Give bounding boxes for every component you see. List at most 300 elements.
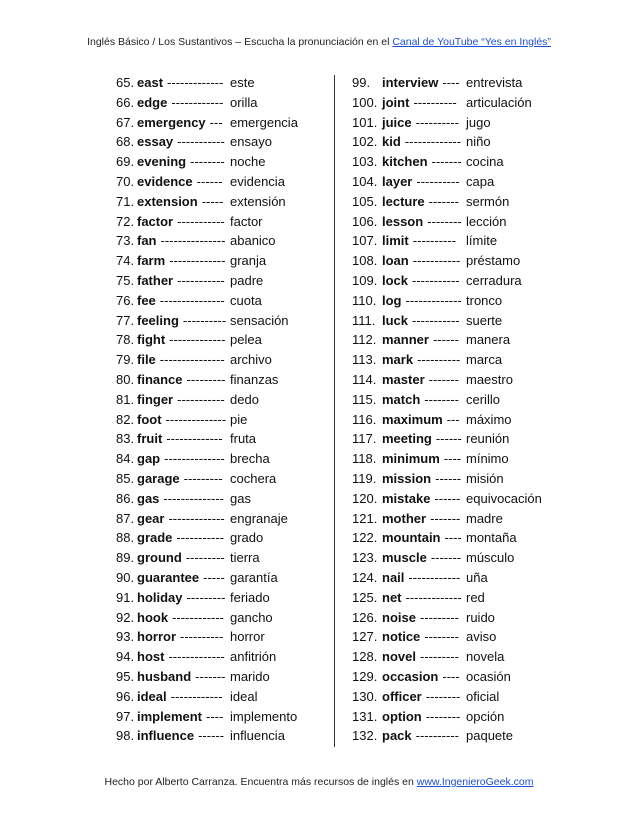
entry-number: 66. <box>116 94 135 110</box>
dash-leader: ---- <box>443 451 462 467</box>
entry-number: 74. <box>116 253 135 269</box>
entry-number: 73. <box>116 233 135 249</box>
spanish-translation: niño <box>466 134 491 150</box>
english-word-text: guarantee <box>137 569 200 585</box>
entry-number: 79. <box>116 352 135 368</box>
spanish-translation: equivocación <box>466 490 542 506</box>
spanish-translation: horror <box>230 629 265 645</box>
entry-number: 92. <box>116 609 135 625</box>
spanish-translation: montaña <box>466 530 517 546</box>
english-word <box>382 93 457 113</box>
dash-leader: ------ <box>434 490 461 506</box>
english-word-text: match <box>382 391 421 407</box>
english-word <box>382 667 460 687</box>
english-word-text: horror <box>137 629 176 645</box>
spanish-translation: ideal <box>230 688 258 704</box>
entry-number: 71. <box>116 193 135 209</box>
spanish-translation: anfitrión <box>230 649 277 665</box>
entry-number: 70. <box>116 173 135 189</box>
entry-number: 116. <box>352 411 377 427</box>
spanish-translation: noche <box>230 154 266 170</box>
dash-leader: --------------- <box>159 292 225 308</box>
dash-leader: ------- <box>428 193 459 209</box>
dash-leader: ------------- <box>405 292 462 308</box>
english-word-text: husband <box>137 668 192 684</box>
english-word-text: nail <box>382 569 405 585</box>
english-word <box>382 172 460 192</box>
entry-number: 87. <box>116 510 135 526</box>
english-word-text: noise <box>382 609 416 625</box>
english-word-text: evidence <box>137 173 193 189</box>
english-word <box>382 192 459 212</box>
dash-leader: -------------- <box>164 451 225 467</box>
english-word-text: essay <box>137 134 174 150</box>
entry-number: 88. <box>116 530 135 546</box>
entry-number: 86. <box>116 490 135 506</box>
dash-leader: ----- <box>203 569 225 585</box>
spanish-translation: granja <box>230 253 267 269</box>
entry-number: 105. <box>352 193 378 209</box>
dash-leader: ------ <box>196 173 223 189</box>
entry-number: 94. <box>116 649 135 665</box>
english-word-text: lesson <box>382 213 424 229</box>
dash-leader: ----------- <box>412 312 460 328</box>
spanish-translation: ocasión <box>466 668 511 684</box>
english-word <box>137 489 224 509</box>
spanish-translation: sermón <box>466 193 510 209</box>
spanish-translation: opción <box>466 708 505 724</box>
dash-leader: ---------- <box>416 173 460 189</box>
dash-leader: --------- <box>183 470 223 486</box>
entry-number: 90. <box>116 569 135 585</box>
spanish-translation: maestro <box>466 371 513 387</box>
spanish-translation: novela <box>466 649 505 665</box>
english-word-text: farm <box>137 253 166 269</box>
dash-leader: --------- <box>186 589 226 605</box>
spanish-translation: emergencia <box>230 114 298 130</box>
english-word-text: fan <box>137 233 157 249</box>
spanish-translation: mínimo <box>466 451 509 467</box>
english-word <box>382 627 459 647</box>
dash-leader: ----------- <box>177 272 225 288</box>
english-word-text: edge <box>137 94 168 110</box>
english-word <box>382 647 459 667</box>
english-word <box>137 627 223 647</box>
english-word <box>382 311 460 331</box>
entry-number: 129. <box>352 668 378 684</box>
spanish-translation: uña <box>466 569 488 585</box>
dash-leader: ------------- <box>169 332 226 348</box>
dash-leader: ---- <box>206 708 224 724</box>
entry-number: 118. <box>352 451 377 467</box>
english-word <box>382 489 460 509</box>
entry-number: 122. <box>352 530 378 546</box>
english-word-text: master <box>382 371 425 387</box>
english-word <box>137 73 223 93</box>
english-word-text: east <box>137 75 164 90</box>
entry-number: 81. <box>116 391 135 407</box>
entry-number: 125. <box>352 589 378 605</box>
english-word <box>382 370 459 390</box>
entry-number: 103. <box>352 154 378 170</box>
dash-leader: ------------- <box>166 431 223 447</box>
spanish-translation: tierra <box>230 550 260 566</box>
entry-number: 111. <box>352 312 376 328</box>
spanish-translation: sensación <box>230 312 289 328</box>
english-word <box>382 509 460 529</box>
english-word <box>137 152 225 172</box>
english-word-text: fight <box>137 332 166 348</box>
english-word-text: kitchen <box>382 154 428 170</box>
english-word-text: extension <box>137 193 198 209</box>
english-word <box>137 568 225 588</box>
entry-number: 108. <box>352 253 378 269</box>
english-word <box>382 726 459 746</box>
dash-leader: ------- <box>430 550 462 566</box>
english-word-text: lock <box>382 272 409 288</box>
english-word-text: holiday <box>137 589 183 605</box>
dash-leader: -------- <box>424 391 459 407</box>
dash-leader: ------ <box>435 470 462 486</box>
footer-text: Hecho por Alberto Carranza. Encuentra más recursos de inglés en <box>104 776 417 788</box>
dash-leader: --------- <box>185 550 225 566</box>
english-word <box>137 113 223 133</box>
english-word <box>137 212 225 232</box>
dash-leader: ----- <box>201 193 224 209</box>
dash-leader: ------ <box>435 431 462 447</box>
entry-number: 110. <box>352 292 377 308</box>
spanish-translation: oficial <box>466 688 500 704</box>
entry-number: 97. <box>116 708 135 724</box>
dash-leader: --------- <box>186 371 226 387</box>
spanish-translation: suerte <box>466 312 503 328</box>
english-word-text: gap <box>137 451 161 467</box>
spanish-translation: abanico <box>230 233 276 249</box>
page-footer <box>0 776 638 788</box>
dash-leader: ------------- <box>405 589 462 605</box>
english-word <box>137 687 223 707</box>
entry-number: 112. <box>352 332 377 348</box>
english-word <box>382 588 462 608</box>
spanish-translation: músculo <box>466 550 515 566</box>
entry-number: 123. <box>352 550 378 566</box>
english-word <box>382 330 459 350</box>
english-word-text: finger <box>137 391 174 407</box>
entry-number: 120. <box>352 490 378 506</box>
spanish-translation: préstamo <box>466 253 521 269</box>
english-word-text: hook <box>137 609 169 625</box>
english-word-text: father <box>137 272 174 288</box>
entry-number: 68. <box>116 134 135 150</box>
dash-leader: ---- <box>442 668 460 684</box>
english-word <box>137 271 225 291</box>
english-word <box>137 707 223 727</box>
dash-leader: ----------- <box>177 134 225 150</box>
entry-number: 132. <box>352 728 378 744</box>
english-word <box>382 271 460 291</box>
english-word-text: gas <box>137 490 160 506</box>
english-word <box>382 410 460 430</box>
english-word <box>137 132 225 152</box>
english-word <box>137 528 224 548</box>
dash-leader: --------- <box>419 609 459 625</box>
english-word-text: factor <box>137 213 174 229</box>
english-word-text: interview <box>382 75 439 90</box>
english-word-text: mountain <box>382 530 441 546</box>
dash-leader: ---------- <box>182 312 227 328</box>
entry-number: 83. <box>116 431 135 447</box>
english-word-text: occasion <box>382 668 439 684</box>
spanish-translation: manera <box>466 332 511 348</box>
spanish-translation: feriado <box>230 589 270 605</box>
english-word <box>137 449 225 469</box>
english-word-text: notice <box>382 629 421 645</box>
english-word-text: joint <box>382 94 410 110</box>
entry-number: 98. <box>116 728 135 744</box>
english-word-text: lecture <box>382 193 425 209</box>
english-word <box>137 548 225 568</box>
english-word-text: foot <box>137 411 162 427</box>
spanish-translation: misión <box>466 470 504 486</box>
entry-number: 127. <box>352 629 378 645</box>
english-word-text: luck <box>382 312 409 328</box>
english-word-text: influence <box>137 728 195 744</box>
spanish-translation: red <box>466 589 485 605</box>
entry-number: 89. <box>116 550 135 566</box>
dash-leader: ----------- <box>177 213 225 229</box>
entry-number: 75. <box>116 272 135 288</box>
spanish-translation: cuota <box>230 292 262 308</box>
entry-number: 93. <box>116 629 135 645</box>
entry-number: 101. <box>352 114 378 130</box>
english-word-text: emergency <box>137 114 206 130</box>
english-word-text: maximum <box>382 411 443 427</box>
dash-leader: -------- <box>424 629 459 645</box>
english-word-text: limit <box>382 233 409 249</box>
entry-number: 114. <box>352 371 377 387</box>
spanish-translation: este <box>230 75 255 90</box>
entry-number: 106. <box>352 213 378 229</box>
dash-leader: ------------- <box>168 510 225 526</box>
spanish-translation: padre <box>230 272 264 288</box>
entry-number: 117. <box>352 431 377 447</box>
entry-number: 115. <box>352 391 377 407</box>
english-word-text: finance <box>137 371 183 387</box>
dash-leader: --------------- <box>160 233 226 249</box>
spanish-translation: archivo <box>230 352 272 368</box>
english-word <box>382 212 462 232</box>
english-word <box>382 528 462 548</box>
english-word <box>137 192 223 212</box>
english-word <box>382 568 460 588</box>
spanish-translation: garantía <box>230 569 278 585</box>
dash-leader: ---- <box>444 530 462 546</box>
english-word <box>137 726 224 746</box>
english-word-text: mark <box>382 352 414 368</box>
spanish-translation: implemento <box>230 708 298 724</box>
entry-number: 130. <box>352 688 378 704</box>
spanish-translation: engranaje <box>230 510 288 526</box>
english-word <box>382 132 461 152</box>
english-word <box>382 608 459 628</box>
dash-leader: -------- <box>425 688 461 704</box>
english-word <box>137 608 224 628</box>
dash-leader: ------------- <box>404 134 462 150</box>
dash-leader: ------------- <box>168 649 225 665</box>
dash-leader: -------------- <box>163 490 225 506</box>
spanish-translation: jugo <box>466 114 491 130</box>
english-word <box>137 172 223 192</box>
spanish-translation: pelea <box>230 332 262 348</box>
english-word <box>137 469 223 489</box>
english-word <box>137 588 225 608</box>
dash-leader: --- <box>446 411 460 427</box>
english-word-text: minimum <box>382 451 440 467</box>
dash-leader: ---------- <box>412 233 457 249</box>
english-word <box>382 390 459 410</box>
entry-number: 102. <box>352 134 378 150</box>
english-word <box>382 429 462 449</box>
entry-number: 69. <box>116 154 135 170</box>
dash-leader: -------- <box>427 213 462 229</box>
dash-leader: ------- <box>195 668 226 684</box>
spanish-translation: cerillo <box>466 391 500 407</box>
english-word-text: gear <box>137 510 165 526</box>
entry-number: 131. <box>352 708 378 724</box>
spanish-translation: paquete <box>466 728 513 744</box>
dash-leader: ------------ <box>172 609 225 625</box>
spanish-translation: lección <box>466 213 507 229</box>
dash-leader: --------------- <box>159 352 225 368</box>
english-word-text: mother <box>382 510 427 526</box>
entry-number: 126. <box>352 609 378 625</box>
english-word <box>137 291 225 311</box>
dash-leader: --------- <box>419 649 459 665</box>
spanish-translation: ensayo <box>230 134 272 150</box>
dash-leader: ----------- <box>412 253 461 269</box>
spanish-translation: evidencia <box>230 173 285 189</box>
english-word-text: novel <box>382 649 416 665</box>
english-word-text: ideal <box>137 688 167 704</box>
english-word-text: meeting <box>382 431 432 447</box>
spanish-translation: cocina <box>466 154 504 170</box>
spanish-translation: gas <box>230 490 251 506</box>
english-word <box>137 93 223 113</box>
spanish-translation: factor <box>230 213 263 229</box>
english-word-text: implement <box>137 708 203 724</box>
entry-number: 113. <box>352 352 377 368</box>
spanish-translation: fruta <box>230 431 257 447</box>
dash-leader: ------- <box>431 154 462 170</box>
english-word-text: garage <box>137 470 180 486</box>
entry-number: 82. <box>116 411 135 427</box>
english-word-text: file <box>137 352 156 368</box>
english-word <box>137 647 225 667</box>
english-word <box>382 449 461 469</box>
entry-number: 67. <box>116 114 135 130</box>
english-word-text: officer <box>382 688 422 704</box>
spanish-translation: articulación <box>466 94 532 110</box>
spanish-translation: entrevista <box>466 75 523 90</box>
english-word <box>137 350 225 370</box>
spanish-translation: extensión <box>230 193 286 209</box>
english-word <box>382 291 462 311</box>
dash-leader: ---------- <box>415 728 459 744</box>
spanish-translation: tronco <box>466 292 503 308</box>
spanish-translation: brecha <box>230 451 270 467</box>
spanish-translation: capa <box>466 173 495 189</box>
english-word <box>382 548 461 568</box>
dash-leader: ------------ <box>170 688 223 704</box>
youtube-channel-link[interactable]: Canal de YouTube “Yes en Inglés” <box>392 36 551 48</box>
spanish-translation: marido <box>230 668 270 684</box>
english-word <box>382 469 461 489</box>
entry-number: 85. <box>116 470 135 486</box>
dash-leader: ---------- <box>415 114 459 130</box>
english-word-text: mission <box>382 470 432 486</box>
dash-leader: ----------- <box>177 391 225 407</box>
dash-leader: -------- <box>425 708 461 724</box>
english-word <box>137 509 225 529</box>
entry-number: 104. <box>352 173 378 189</box>
english-word-text: layer <box>382 173 413 189</box>
spanish-translation: marca <box>466 352 503 368</box>
english-word-text: net <box>382 589 402 605</box>
spanish-translation: ruido <box>466 609 495 625</box>
ingenierogeek-link[interactable]: www.IngenieroGeek.com <box>416 776 534 788</box>
spanish-translation: cochera <box>230 470 277 486</box>
header-text: Inglés Básico / Los Sustantivos – Escucha la pronunciación en el <box>87 36 393 48</box>
english-word-text: loan <box>382 253 409 269</box>
english-word <box>137 370 225 390</box>
dash-leader: --- <box>209 114 223 130</box>
dash-leader: ---------- <box>417 352 461 368</box>
english-word <box>137 390 225 410</box>
dash-leader: -------------- <box>165 411 227 427</box>
english-word-text: juice <box>382 114 412 130</box>
entry-number: 84. <box>116 451 135 467</box>
spanish-translation: gancho <box>230 609 273 625</box>
english-word-text: mistake <box>382 490 431 506</box>
entry-number: 76. <box>116 292 135 308</box>
english-word-text: evening <box>137 154 187 170</box>
entry-number: 80. <box>116 371 135 387</box>
english-word-text: fee <box>137 292 156 308</box>
dash-leader: ------ <box>432 332 459 348</box>
english-word-text: pack <box>382 728 412 744</box>
entry-number: 91. <box>116 589 135 605</box>
english-word <box>137 410 226 430</box>
dash-leader: ------- <box>430 510 461 526</box>
spanish-translation: máximo <box>466 411 512 427</box>
entry-number: 128. <box>352 649 378 665</box>
spanish-translation: grado <box>230 530 264 546</box>
english-word <box>137 251 225 271</box>
dash-leader: ------------- <box>167 75 224 90</box>
entry-number: 77. <box>116 312 135 328</box>
english-word-text: log <box>382 292 402 308</box>
spanish-translation: pie <box>230 411 248 427</box>
english-word-text: kid <box>382 134 401 150</box>
english-word <box>137 311 226 331</box>
entry-number: 78. <box>116 332 135 348</box>
entry-number: 96. <box>116 688 135 704</box>
entry-number: 95. <box>116 668 135 684</box>
dash-leader: ------------ <box>408 569 461 585</box>
dash-leader: ---------- <box>180 629 224 645</box>
dash-leader: ------------ <box>171 94 224 110</box>
english-word-text: host <box>137 649 165 665</box>
